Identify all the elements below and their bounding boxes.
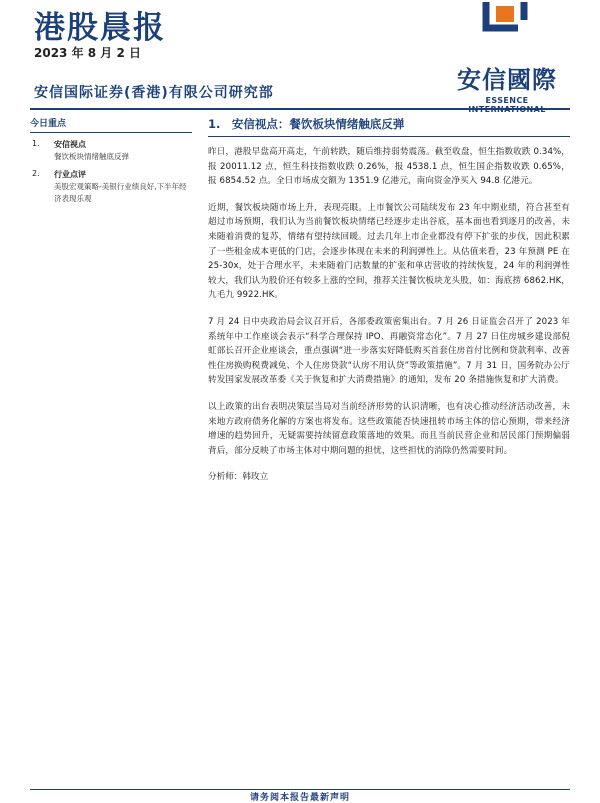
analyst-name: 分析师：韩玫立 <box>208 472 269 483</box>
paragraph: 近期，餐饮板块随市场上升，表现亮眼。上市餐饮公司陆续发布 23 年中期业绩，符合甚至有超过市场预期，我们认为当前餐饮板块情绪已经逐步走出谷底，基本面也看到逐月的改善，未来随着消费的复苏，情绪有望持续回暖。过去几年上市企业都没有停下扩张的步伐，因此积累了一些租金成本更低的门店，会逐步体现在未来的利润弹性上。从估值来看，23 年预测 PE 在 25-30x，处于合理水平，未来随着门店数量的扩张和单店营收的持续恢复，24 年的利润弹性较大，我们认为股价还有较多上涨的空间，推荐关注餐饮板块龙头股，如：海底捞 6862.HK，九毛九 9922.HK。 <box>208 202 570 301</box>
sidebar-item-desc: 美股宏观策略-美银行业绩良好,下半年经济表现乐观 <box>54 182 187 203</box>
report-title: 港股晨报 <box>34 10 166 46</box>
section-heading: 1. 安信视点：餐饮板块情绪触底反弹 <box>208 116 570 137</box>
header-divider <box>30 108 570 110</box>
paragraph: 7 月 24 日中央政治局会议召开后，各部委政策密集出台。7 月 26 日证监会召开了 2023 年系统年中工作座谈会表示“科学合理保持 IPO、再融资常态化”。7 月 27 日住房城乡建设部倪虹部长召开企业座谈会，重点强调“进一步落实好降低购买首套住房首付比例和贷款利率、改善性住房换购税费减免、个人住房贷款“认房不用认贷”等政策措施”。7 月 31 日，国务院办公厅转发国家发展改革委《关于恢复和扩大消费措施》的通知，发布 20 条措施恢复和扩大消费。 <box>208 316 570 386</box>
sidebar-item-desc: 餐饮板块情绪触底反弹 <box>54 152 129 161</box>
sidebar-item <box>30 169 192 205</box>
sidebar-heading: 今日重点 <box>30 116 192 133</box>
essence-logo-icon <box>480 0 530 50</box>
main-content <box>208 116 570 484</box>
sidebar-item-title: 安信视点 <box>54 140 86 149</box>
paragraph: 以上政策的出台表明决策层当局对当前经济形势的认识清晰，也有决心推动经济活动改善，未来地方政府债务化解的方案也将发布。这些政策能否快速扭转市场主体的信心预期，带来经济增速的趋势回升，无疑需要持续留意政策落地的效果。而且当前民营企业和居民部门预期偏弱背后，部分反映了市场主体对中期问题的担忧，这些担忧的消除仍然需要时间。 <box>208 401 570 456</box>
report-date: 2023 年 8 月 2 日 <box>34 46 141 60</box>
logo-name-en: ESSENCE <box>485 96 529 105</box>
sidebar-item-title: 行业点评 <box>54 170 86 179</box>
sidebar-item <box>30 139 192 163</box>
sidebar-highlights <box>30 116 192 211</box>
sidebar-item-number: 2. <box>32 169 40 178</box>
paragraph: 昨日，港股早盘高开高走，午前转跌，随后维持弱势震荡。截至收盘，恒生指数收跌 0.34%，报 20011.12 点，恒生科技指数收跌 0.26%，报 4538.1 点，恒生国企指数收跌 0.65%，报 6854.52 点。全日市场成交额为 1351.9 亿港元，南向资金净买入 94.8 亿港元。 <box>208 147 570 187</box>
logo-name-cn: 安信國際 <box>457 66 557 94</box>
company-name: 安信国际证券(香港)有限公司研究部 <box>34 85 274 101</box>
footer-disclaimer: 请务阅本报告最新声明 <box>249 793 350 803</box>
sidebar-item-number: 1. <box>32 139 40 148</box>
